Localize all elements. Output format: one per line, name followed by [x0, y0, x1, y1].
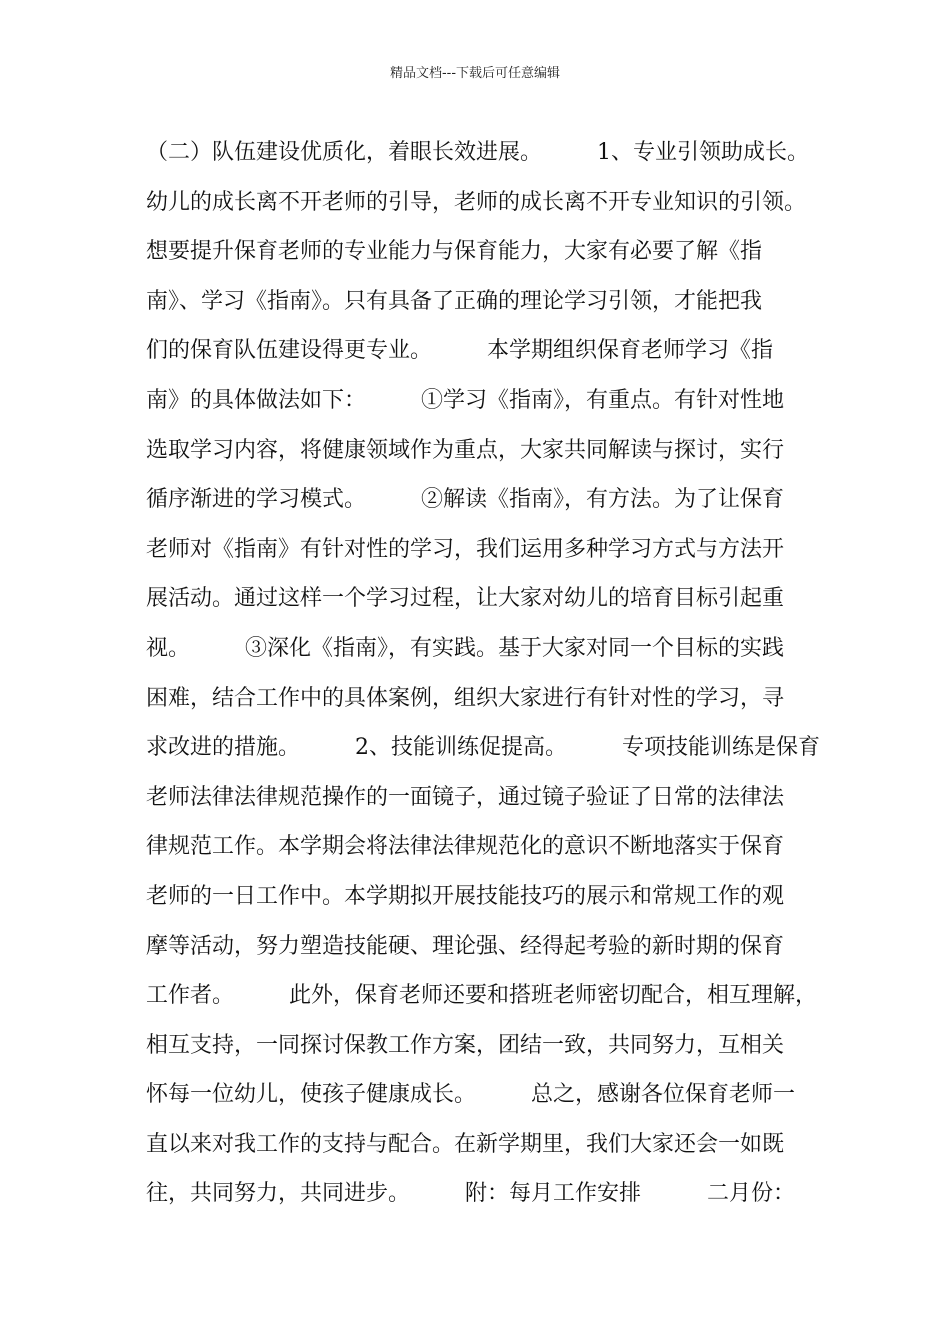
page-header: 精品文档---下载后可任意编辑 — [389, 66, 561, 81]
text-line: 相互支持，一同探讨保教工作方案，团结一致，共同努力，互相关 — [146, 1032, 785, 1058]
text-line: 南》、学习《指南》。只有具备了正确的理论学习引领，才能把我 — [146, 288, 763, 314]
text-line: 摩等活动，努力塑造技能硬、理论强、经得起考验的新时期的保育 — [146, 933, 785, 959]
text-line: 们的保育队伍建设得更专业。 本学期组织保育老师学习《指 — [146, 338, 774, 364]
text-line: 求改进的措施。 2、技能训练促提高。 专项技能训练是保育 — [146, 735, 820, 761]
text-line: 老师的一日工作中。本学期拟开展技能技巧的展示和常规工作的观 — [146, 883, 785, 909]
text-line: 直以来对我工作的支持与配合。在新学期里，我们大家还会一如既 — [146, 1131, 785, 1157]
text-line: 视。 ③深化《指南》，有实践。基于大家对同一个目标的实践 — [146, 635, 785, 661]
text-line: 律规范工作。本学期会将法律法律规范化的意识不断地落实于保育 — [146, 834, 785, 860]
text-line: 老师对《指南》有针对性的学习，我们运用多种学习方式与方法开 — [146, 536, 785, 562]
text-line: （二）队伍建设优质化，着眼长效进展。 1、专业引领助成长。 — [146, 140, 809, 165]
text-line: 展活动。通过这样一个学习过程，让大家对幼儿的培育目标引起重 — [146, 586, 785, 612]
text-line: 困难，结合工作中的具体案例，组织大家进行有针对性的学习，寻 — [146, 685, 785, 711]
text-line: 老师法律法律规范操作的一面镜子，通过镜子验证了日常的法律法 — [146, 784, 785, 810]
text-line: 南》的具体做法如下： ①学习《指南》，有重点。有针对性地 — [146, 387, 785, 413]
text-line: 选取学习内容，将健康领域作为重点，大家共同解读与探讨，实行 — [146, 437, 785, 463]
text-line: 怀每一位幼儿，使孩子健康成长。 总之，感谢各位保育老师一 — [146, 1082, 796, 1108]
text-line: 循序渐进的学习模式。 ②解读《指南》，有方法。为了让保育 — [146, 487, 785, 513]
document-body — [146, 128, 826, 1219]
text-line: 幼儿的成长离不开老师的引导，老师的成长离不开专业知识的引领。 — [146, 189, 807, 215]
text-line: 想要提升保育老师的专业能力与保育能力，大家有必要了解《指 — [146, 239, 763, 265]
text-line: 工作者。 此外，保育老师还要和搭班老师密切配合，相互理解， — [146, 983, 818, 1009]
text-line: 往，共同努力，共同进步。 附：每月工作安排 二月份： — [146, 1181, 796, 1207]
